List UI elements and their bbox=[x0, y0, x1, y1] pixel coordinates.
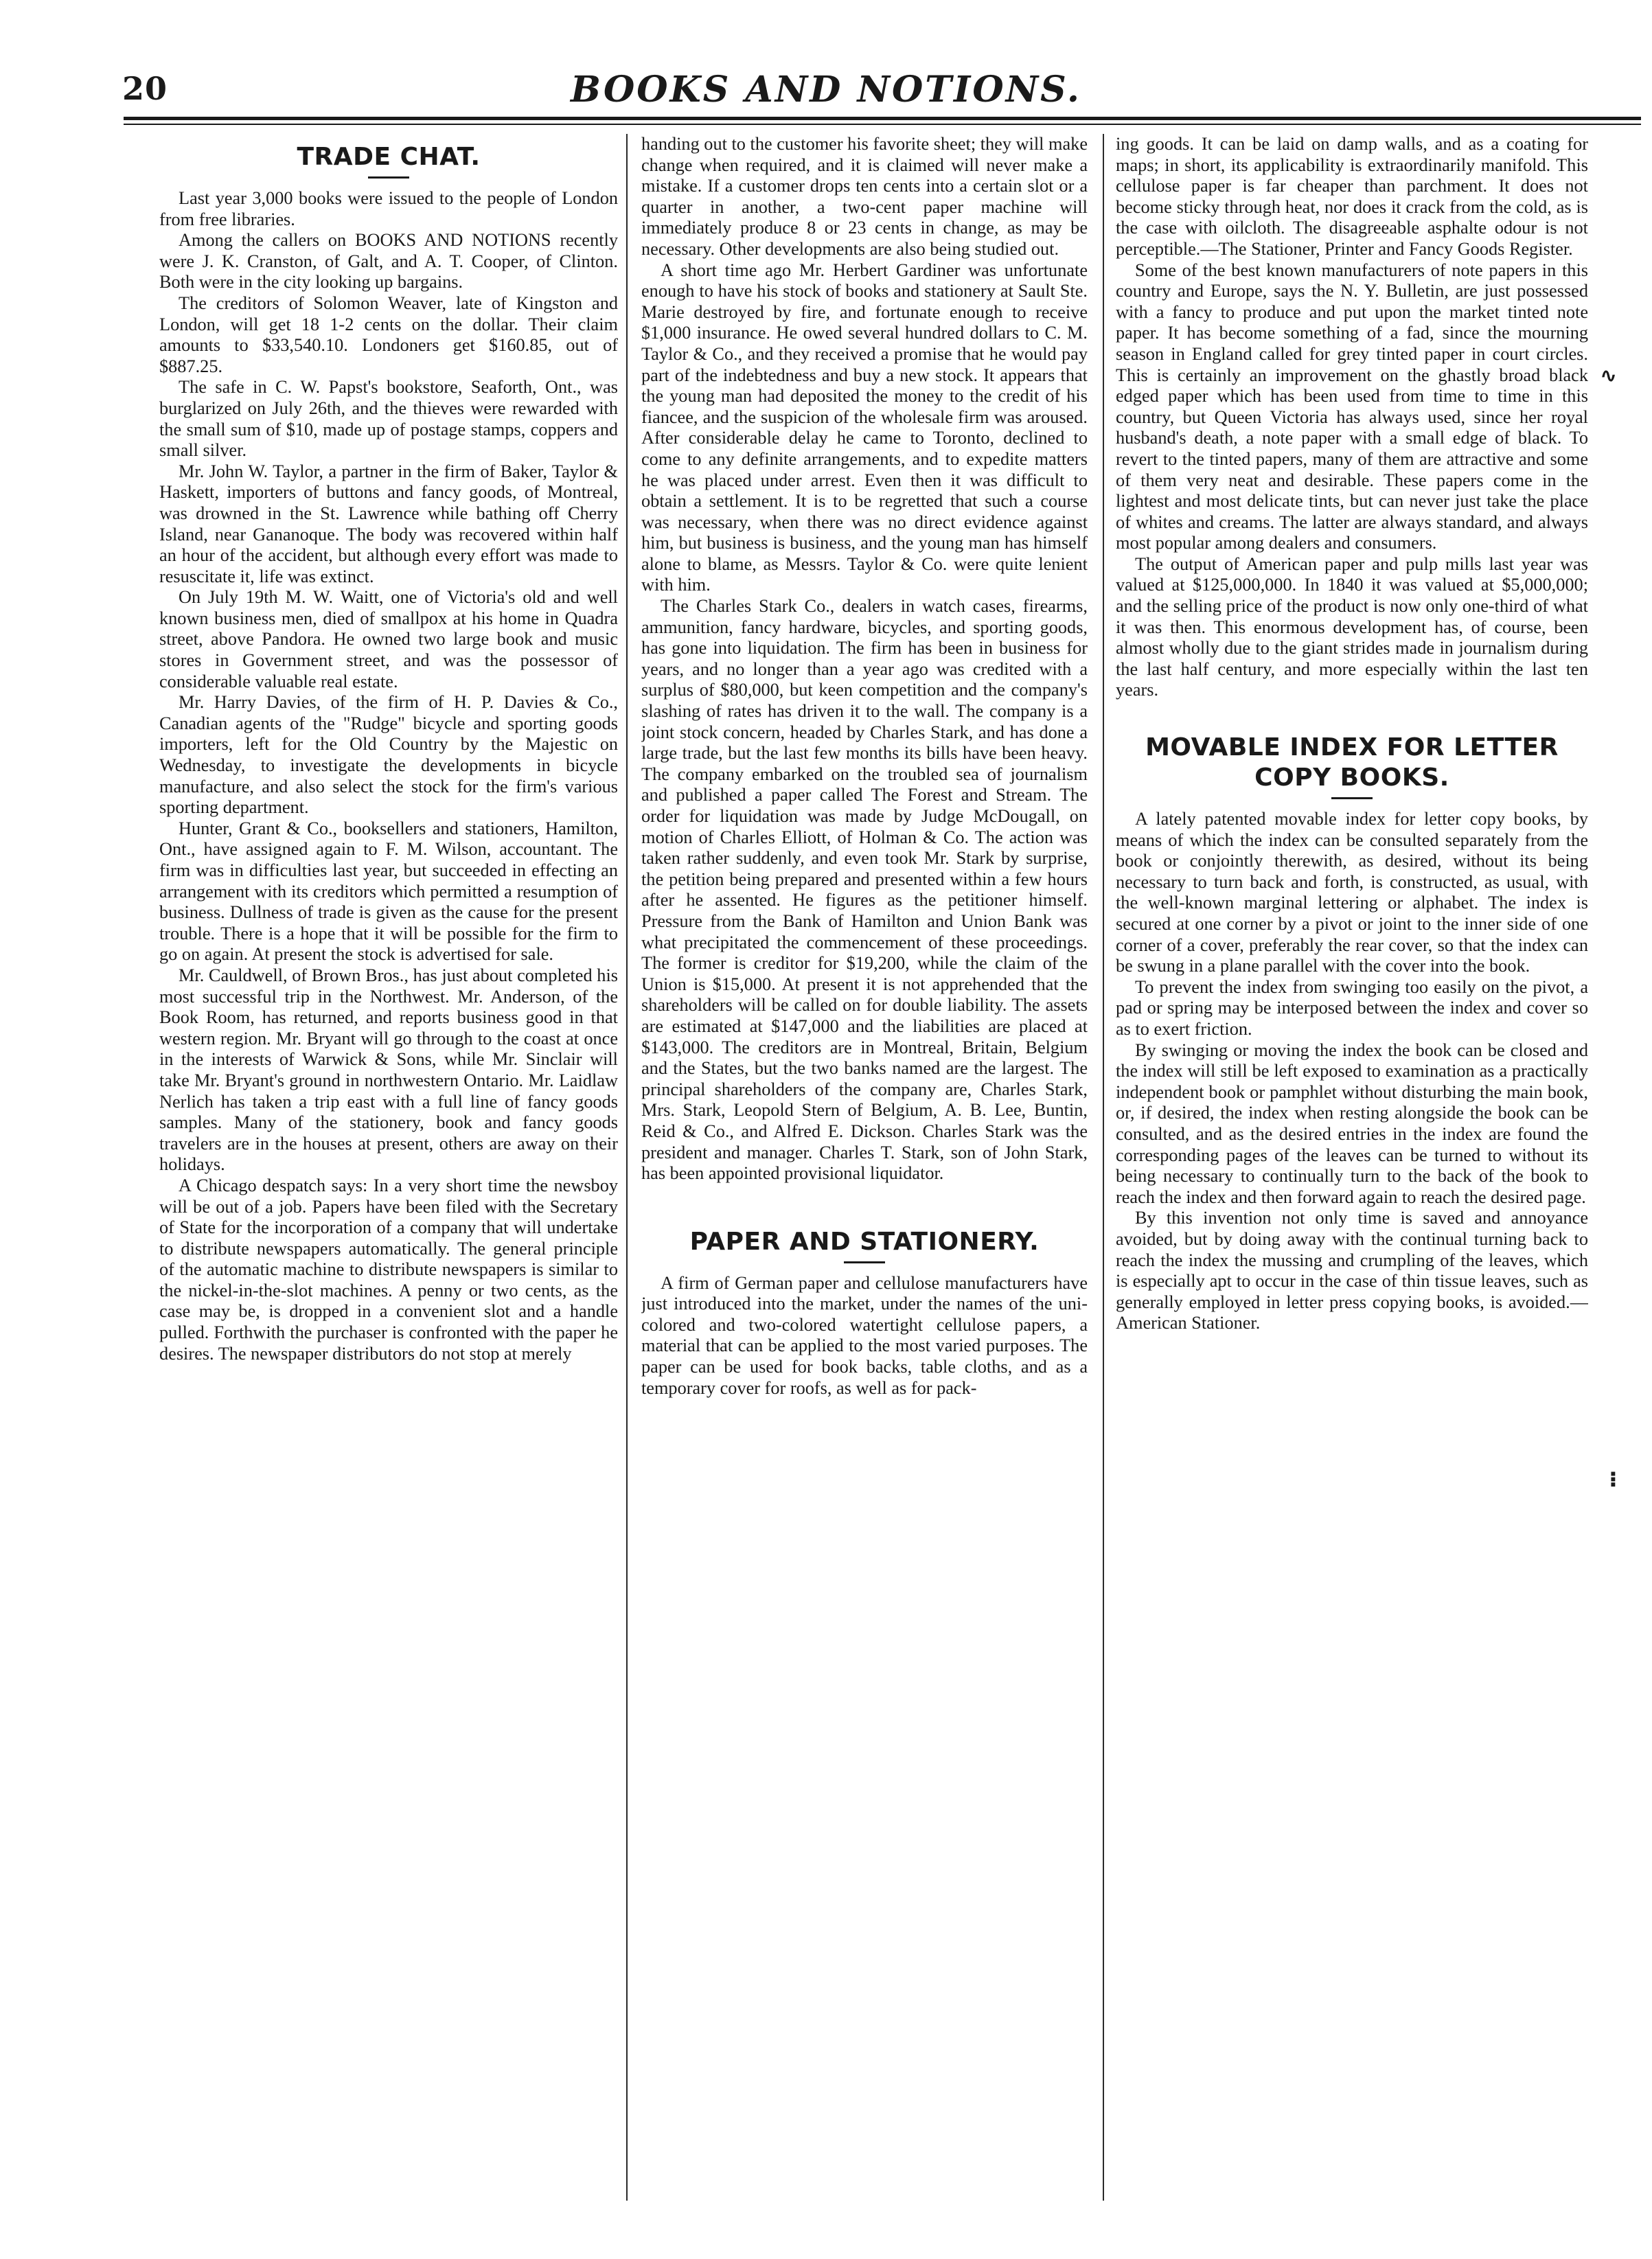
column-1 bbox=[159, 134, 618, 2228]
article-paragraph: A lately patented movable index for letter copy books, by means of which the index can be consulted separately from the book or conjointly therewith, as desired, without its being necessary to turn back and forth, is constructed, as usual, with the well-known marginal lettering or alphabet. The index is secured at one corner by a pivot or joint to the inner side of one corner of a cover, preferably the rear cover, so that the index can be swung in a plane parallel with the cover into the book. bbox=[1116, 809, 1588, 976]
article-paragraph: ing goods. It can be laid on damp walls, and as a coating for maps; in short, its applicability is extraordinarily manifold. This cellulose paper is far cheaper than parchment. It does not become sticky through heat, nor does it crack from the cold, as is the case with oilcloth. The disagreeable asphalte odour is not perceptible.—The Stationer, Printer and Fancy Goods Register. bbox=[1116, 134, 1588, 259]
article-paragraph: The safe in C. W. Papst's bookstore, Seaforth, Ont., was burglarized on July 26th, and the thieves were rewarded with the small sum of $10, made up of postage stamps, coppers and small silver. bbox=[159, 377, 618, 461]
column-divider-1 bbox=[626, 134, 628, 2201]
heading-dash bbox=[844, 1261, 885, 1263]
column-2 bbox=[641, 134, 1088, 2228]
article-paragraph: By swinging or moving the index the book can be closed and the index will still be left exposed to examination as a practically independent book or pamphlet without disturbing the main book, or, if desired, the index when resting alongside the book can be consulted, and as the desired entries in the index are found the corresponding pages of the leaves can be turned to without its being necessary to continually turn to the back of the book to reach the index and then forward again to reach the desired page. bbox=[1116, 1040, 1588, 1207]
header-rule-thin bbox=[124, 124, 1641, 125]
column-3 bbox=[1116, 134, 1588, 2228]
article-paragraph: The output of American paper and pulp mills last year was valued at $125,000,000. In 1840 it was valued at $5,000,000; and the selling price of the product is now only one-third of what it was then. This enormous development has, of course, been almost wholly due to the giant strides made in journalism during the last half century, and more especially within the last ten years. bbox=[1116, 553, 1588, 700]
page-number: 20 bbox=[122, 70, 168, 107]
article-paragraph: Mr. Cauldwell, of Brown Bros., has just about completed his most successful trip in the Northwest. Mr. Anderson, of the Book Room, has returned, and reports business good in that western region. Mr. Bryant will go through to the coast at once in the interests of Warwick & Sons, while Mr. Sinclair will take Mr. Bryant's ground in northwestern Ontario. Mr. Laidlaw Nerlich has taken a trip east with a full line of fancy goods samples. Many of the stationery, book and fancy goods travelers are in the houses at present, others are away on their holidays. bbox=[159, 965, 618, 1175]
margin-specks: ∿ bbox=[1600, 364, 1618, 388]
running-title: BOOKS AND NOTIONS. bbox=[571, 69, 1081, 111]
article-paragraph: The Charles Stark Co., dealers in watch cases, firearms, ammunition, fancy hardware, bicycles, and sporting goods, has gone into liquidation. The firm has been in business for years, and no longer than a year ago was credited with a surplus of $80,000, but keen competition and the company's slashing of rates has driven it to the wall. The company is a joint stock concern, headed by Charles Stark, and has done a large trade, but the last few months its bills have been heavy. The company embarked on the troubled sea of journalism and published a paper called The Forest and Stream. The order for liquidation was made by Judge McDougall, on motion of Charles Elliott, of Holman & Co. The action was taken rather suddenly, and even took Mr. Stark by surprise, the petition being prepared and presented within a few hours after he assented. He figures as the petitioner himself. Pressure from the Bank of Hamilton and Union Bank was what precipitated the commencement of these proceedings. The former is creditor for $19,200, while the claim of the Union is $15,000. At present it is not apprehended that the shareholders will be called on for double liability. The assets are estimated at $147,000 and the liabilities are placed at $143,000. The creditors are in Montreal, Britain, Belgium and the States, but the two banks named are the largest. The principal shareholders of the company are, Charles Stark, Mrs. Stark, Leopold Stern of Belgium, A. B. Lee, Buntin, Reid & Co., and Alfred E. Dickson. Charles Stark was the president and manager. Charles T. Stark, son of John Stark, has been appointed provisional liquidator. bbox=[641, 596, 1088, 1184]
article-paragraph: Among the callers on BOOKS AND NOTIONS recently were J. K. Cranston, of Galt, and A. T. Cooper, of Clinton. Both were in the city looking up bargains. bbox=[159, 230, 618, 293]
article-heading-paper-and-stationery: PAPER AND STATIONERY. bbox=[689, 1227, 1040, 1256]
article-paragraph: Mr. John W. Taylor, a partner in the firm of Baker, Taylor & Haskett, importers of buttons and fancy goods, of Montreal, was drowned in the St. Lawrence while bathing off Cherry Island, near Gananoque. The body was recovered within half an hour of the accident, but although every effort was made to resuscitate it, life was extinct. bbox=[159, 461, 618, 586]
article-paragraph: Hunter, Grant & Co., booksellers and stationers, Hamilton, Ont., have assigned again to F. M. Wilson, accountant. The firm was in difficulties last year, but succeeded in effecting an arrangement with its creditors which permitted a resumption of business. Dullness of trade is given as the cause for the present trouble. There is a hope that it will be possible for the firm to go on again. At present the stock is advertised for sale. bbox=[159, 818, 618, 965]
article-paragraph: The creditors of Solomon Weaver, late of Kingston and London, will get 18 1-2 cents on the dollar. Their claim amounts to $33,540.10. Londoners get $160.85, out of $887.25. bbox=[159, 293, 618, 376]
article-paragraph: To prevent the index from swinging too easily on the pivot, a pad or spring may be interposed between the index and cover so as to exert friction. bbox=[1116, 976, 1588, 1039]
section-spacer bbox=[1116, 701, 1588, 724]
article-paragraph: By this invention not only time is saved and annoyance avoided, but by doing away with the continual turning back to reach the index the mussing and crumpling of the leaves, which is especially apt to occur in the case of thin tissue leaves, such as generally employed in letter press copying books, is avoided.—American Stationer. bbox=[1116, 1208, 1588, 1333]
article-heading-movable-index: MOVABLE INDEX FOR LETTER COPY BOOKS. bbox=[1145, 733, 1559, 792]
heading-dash bbox=[1331, 797, 1373, 799]
article-heading-trade-chat: TRADE CHAT. bbox=[297, 143, 481, 171]
article-paragraph: A Chicago despatch says: In a very short time the newsboy will be out of a job. Papers have been filed with the Secretary of State for the incorporation of a company that will undertake to distribute newspapers automatically. The general principle of the automatic machine to distribute newspapers is similar to the nickel-in-the-slot machines. A penny or two cents, as the case may be, is dropped in a convenient slot and a handle pulled. Forthwith the purchaser is confronted with the paper he desires. The newspaper distributors do not stop at merely bbox=[159, 1175, 618, 1364]
article-paragraph: A firm of German paper and cellulose manufacturers have just introduced into the market, under the names of the uni-colored and two-colored watertight cellulose papers, a material that can be applied to the most varied purposes. The paper can be used for book backs, table cloths, and as a temporary cover for roofs, as well as for pack- bbox=[641, 1272, 1088, 1398]
article-paragraph: Last year 3,000 books were issued to the people of London from free libraries. bbox=[159, 188, 618, 229]
heading-dash bbox=[368, 176, 409, 179]
article-paragraph: handing out to the customer his favorite sheet; they will make change when required, and it is claimed will never make a mistake. If a customer drops ten cents into a certain slot or a quarter in another, a two-cent paper machine will immediately produce 8 or 23 cents in change, as may be necessary. Other developments are also being studied out. bbox=[641, 134, 1088, 259]
article-paragraph: Some of the best known manufacturers of note papers in this country and Europe, says the N. Y. Bulletin, are just possessed with a fancy to produce and put upon the market tinted note paper. It has become something of a fad, since the mourning season in England called for grey tinted paper in court circles. This is certainly an improvement on the ghastly broad black edged paper which has been used from time to time in this country, but Queen Victoria has always used, since her royal husband's death, a note paper with a small edge of black. To revert to the tinted papers, many of them are attractive and some of them very neat and desirable. These papers come in the lightest and most delicate tints, but can never just take the place of whites and creams. The latter are always standard, and always most popular among dealers and consumers. bbox=[1116, 260, 1588, 553]
column-divider-2 bbox=[1103, 134, 1104, 2201]
margin-specks: ⠇ bbox=[1608, 1469, 1625, 1493]
header-rule-thick bbox=[124, 117, 1641, 120]
section-spacer bbox=[641, 1184, 1088, 1227]
article-paragraph: A short time ago Mr. Herbert Gardiner was unfortunate enough to have his stock of books and stationery at Sault Ste. Marie destroyed by fire, and fortunate enough to receive $1,000 insurance. He owed several hundred dollars to C. M. Taylor & Co., and they received a promise that he would pay part of the indebtedness and buy a new stock. It appears that the young man had deposited the money to the credit of his fiancee, and the suspicion of the wholesale firm was aroused. After considerable delay he came to Toronto, declined to come to any definite arrangements, and to expedite matters he was placed under arrest. Even then it was difficult to obtain a settlement. It is to be regretted that such a course was necessary, when there was no direct evidence against him, but business is business, and the young man has himself alone to blame, as Messrs. Taylor & Co. were quite lenient with him. bbox=[641, 260, 1088, 595]
article-paragraph: On July 19th M. W. Waitt, one of Victoria's old and well known business men, died of smallpox at his home in Quadra street, above Pandora. He owned two large book and music stores in Government street, and was the possessor of considerable valuable real estate. bbox=[159, 587, 618, 691]
article-paragraph: Mr. Harry Davies, of the firm of H. P. Davies & Co., Canadian agents of the "Rudge" bicycle and sporting goods importers, left for the Old Country by the Majestic on Wednesday, to investigate the developments in bicycle manufacture, and also select the stock for the firm's various sporting department. bbox=[159, 692, 618, 818]
